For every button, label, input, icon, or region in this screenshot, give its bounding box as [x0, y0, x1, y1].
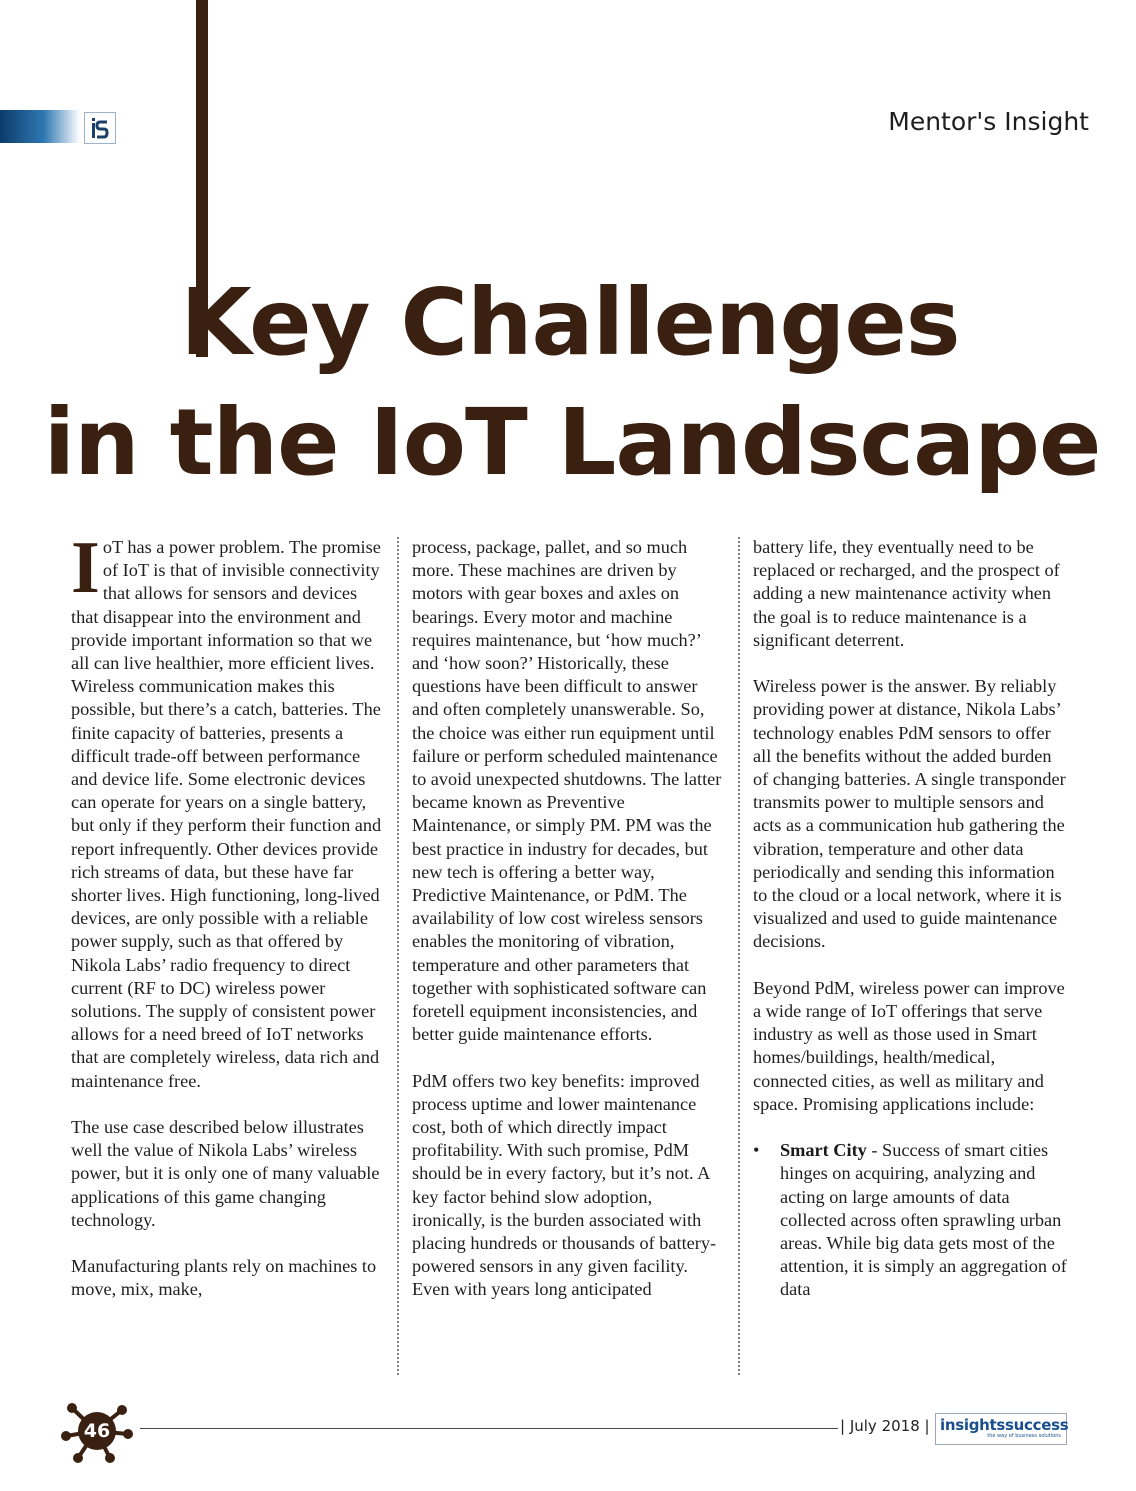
header-color-bar [0, 110, 80, 143]
page-number: 46 [83, 1420, 111, 1442]
article-column-1 [71, 527, 385, 1325]
brand-logo [935, 1413, 1067, 1445]
bullet-text: - Success of smart cities hinges on acquiring, analyzing and acting on large amounts of data collected across often sprawling urban areas. While big data gets most of the attention, it is simply an aggregation of data [780, 1140, 1067, 1300]
issue-date: | July 2018 | [840, 1417, 930, 1435]
bullet-marker: • [753, 1140, 760, 1161]
intro-text: oT has a power problem. The promise of IoT is that of invisible connectivity that allows for sensors and devices that disappear into the environment and provide important information so that we all can live healthier, more efficient lives. Wireless communication makes this possible, but there’s a catch, batteries. The finite capacity of batteries, presents a difficult trade-off between performance and device life. Some electronic devices can operate for years on a single battery, but only if they perform their function and report infrequently. Other devices provide rich streams of data, but these have far shorter lives. High functioning, long-lived devices, are only possible with a reliable power supply, such as that offered by Nikola Labs’ radio frequency to direct current (RF to DC) wireless power solutions. The supply of consistent power allows for a need breed of IoT networks that are completely wireless, data rich and maintenance free. [71, 537, 382, 1091]
article-paragraph: Wireless power is the answer. By reliably providing power at distance, Nikola Labs’ technology enables PdM sensors to offer all the benefits without the added burden of changing batteries. A single transponder transmits power to multiple sensors and acts as a communication hub gathering the vibration, temperature and other data periodically and sending this information to the cloud or a local network, where it is visualized and used to guide maintenance decisions. [753, 676, 1066, 952]
article-paragraph: The use case described below illustrates well the value of Nikola Labs’ wireless power, but it is only one of many valuable applications of this game changing technology. [71, 1117, 380, 1230]
insights-success-monogram-icon [85, 113, 115, 143]
headline-line-2: in the IoT Landscape [43, 389, 1101, 496]
drop-cap: I [71, 527, 100, 609]
article-column-2 [412, 536, 726, 1325]
article-paragraph: Beyond PdM, wireless power can improve a wide range of IoT offerings that serve industry as well as those used in Smart homes/buildings, health/medical, connected cities, as well as military and space. Promising applications include: [753, 977, 1065, 1114]
column-divider [397, 537, 399, 1375]
article-paragraph: process, package, pallet, and so much more. These machines are driven by motors with gear boxes and axles on bearings. Every motor and machine requires maintenance, but ‘how much?’ and ‘how soon?’ Historically, these questions have been difficult to answer and often completely unanswerable. So, the choice was either run equipment until failure or perform scheduled maintenance to avoid unexpected shutdowns. The latter became known as Preventive Maintenance, or simply PM. PM was the best practice in industry for decades, but new tech is offering a better way, Predictive Maintenance, or PdM. The availability of low cost wireless sensors enables the monitoring of vibration, temperature and other parameters that together with sophisticated software can foretell equipment inconsistencies, and better guide maintenance efforts. [412, 537, 722, 1045]
brand-name: insightssuccess [940, 1416, 1069, 1434]
brand-tagline: the way of business solutions [987, 1433, 1061, 1439]
article-intro-paragraph [71, 527, 385, 1093]
article-paragraph: PdM offers two key benefits: improved process uptime and lower maintenance cost, both of which directly impact profitability. With such promise, PdM should be in every factory, but it’s not. A key factor behind slow adoption, ironically, is the burden associated with placing hundreds or thousands of battery-powered sensors in any given facility. Even with years long anticipated [412, 1070, 717, 1300]
article-paragraph: Manufacturing plants rely on machines to move, mix, make, [71, 1256, 377, 1300]
footer-rule [140, 1428, 838, 1429]
article-column-3 [753, 536, 1067, 1302]
column-divider [738, 537, 740, 1375]
magazine-logo [84, 112, 116, 144]
bullet-term: Smart City [780, 1140, 867, 1161]
headline-line-1: Key Challenges [180, 269, 960, 376]
list-item [753, 1139, 1067, 1301]
section-label: Mentor's Insight [888, 107, 1089, 136]
applications-list [753, 1139, 1067, 1301]
article-paragraph: battery life, they eventually need to be replaced or recharged, and the prospect of adding a new maintenance activity when the goal is to reduce maintenance is a significant deterrent. [753, 537, 1060, 650]
